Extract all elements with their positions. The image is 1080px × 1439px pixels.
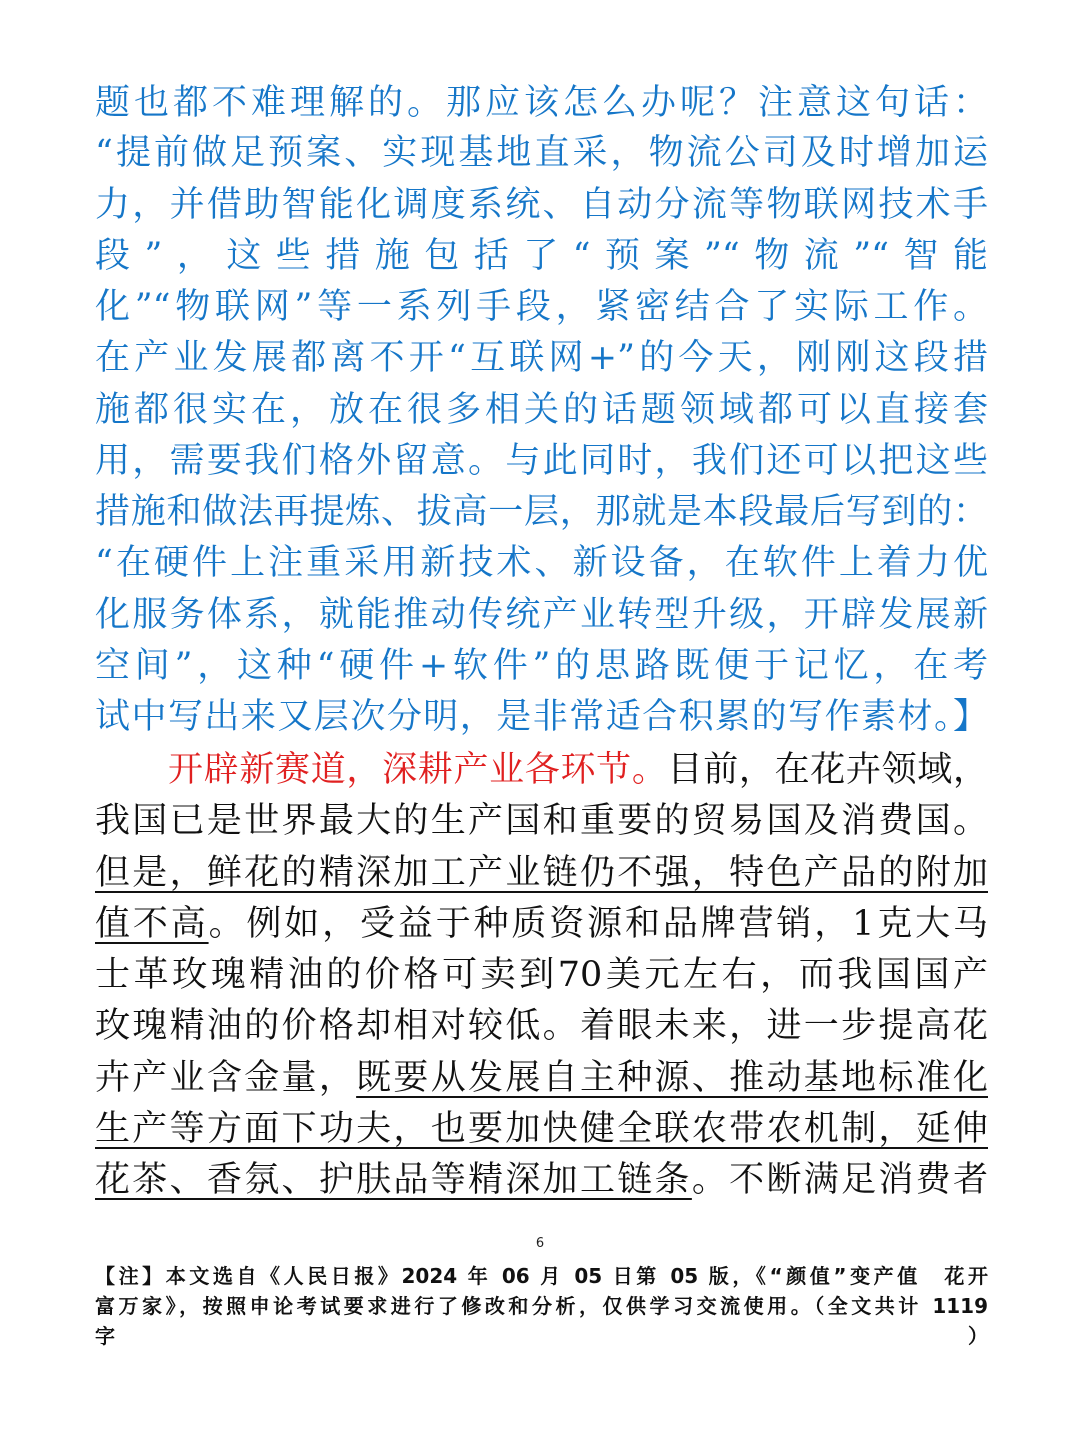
commentary-line: 在产业发展都离不开“互联网+”的今天，刚刚这段措 [95, 338, 988, 378]
page-number: 6 [535, 1236, 545, 1251]
underlined-text: 生产等方面下功夫，也要加快健全联农带农机制，延伸 [95, 1109, 988, 1149]
footnote-line: 字） [95, 1324, 988, 1348]
commentary-line: 施都很实在，放在很多相关的话题领域都可以直接套 [95, 390, 988, 430]
paragraph-line [95, 1155, 988, 1205]
commentary-line: 化服务体系，就能推动传统产业转型升级，开辟发展新 [95, 595, 988, 635]
commentary-line: 题也都不难理解的。那应该怎么办呢？注意这句话： [95, 83, 988, 123]
commentary-line: 用，需要我们格外留意。与此同时，我们还可以把这些 [95, 441, 988, 481]
paragraph-line: 我国已是世界最大的生产国和重要的贸易国及消费国。 [95, 801, 988, 841]
commentary-line: “提前做足预案、实现基地直采，物流公司及时增加运 [95, 133, 988, 173]
section-heading: 开辟新赛道，深耕产业各环节。 [168, 750, 668, 790]
commentary-line: 试中写出来又层次分明，是非常适合积累的写作素材。】 [95, 697, 988, 737]
footnote-line: 富万家》，按照申论考试要求进行了修改和分析，仅供学习交流使用。（全文共计 1119 [95, 1294, 988, 1318]
commentary-line: 措施和做法再提炼、拔高一层，那就是本段最后写到的： [95, 492, 988, 532]
paragraph-text: 。不断满足消费者 [691, 1160, 988, 1200]
underlined-text: 值不高 [95, 904, 209, 944]
underlined-text: 花茶、香氛、护肤品等精深加工链条 [95, 1160, 692, 1200]
footnote-line: 【注】本文选自《人民日报》2024 年 06 月 05 日第 05 版，《“颜值”变产值 花开 [95, 1264, 988, 1288]
underlined-text: 但是，鲜花的精深加工产业链仍不强，特色产品的附加 [95, 853, 988, 893]
commentary-line: 段”，这些措施包括了“预案”“物流”“智能 [95, 236, 988, 276]
paragraph-line: 玫瑰精油的价格却相对较低。着眼未来，进一步提高花 [95, 1006, 988, 1046]
commentary-line: “在硬件上注重采用新技术、新设备，在软件上着力优 [95, 543, 988, 583]
paragraph-first-line [168, 745, 988, 795]
paragraph-line [95, 1104, 988, 1154]
commentary-line: 力，并借助智能化调度系统、自动分流等物联网技术手 [95, 185, 988, 225]
paragraph-text: 目前，在花卉领域， [667, 750, 988, 790]
paragraph-text: 卉产业含金量， [95, 1058, 357, 1098]
paragraph-text: 。例如，受益于种质资源和品牌营销，1克大马 [208, 904, 988, 944]
paragraph-line [95, 899, 988, 949]
underlined-text: 既要从发展自主种源、推动基地标准化 [356, 1058, 988, 1098]
paragraph-line: 士革玫瑰精油的价格可卖到70美元左右，而我国国产 [95, 955, 988, 995]
commentary-line: 化”“物联网”等一系列手段，紧密结合了实际工作。 [95, 287, 988, 327]
paragraph-line [95, 1053, 988, 1103]
paragraph-line [95, 848, 988, 898]
commentary-line: 空间”，这种“硬件+软件”的思路既便于记忆，在考 [95, 646, 988, 686]
